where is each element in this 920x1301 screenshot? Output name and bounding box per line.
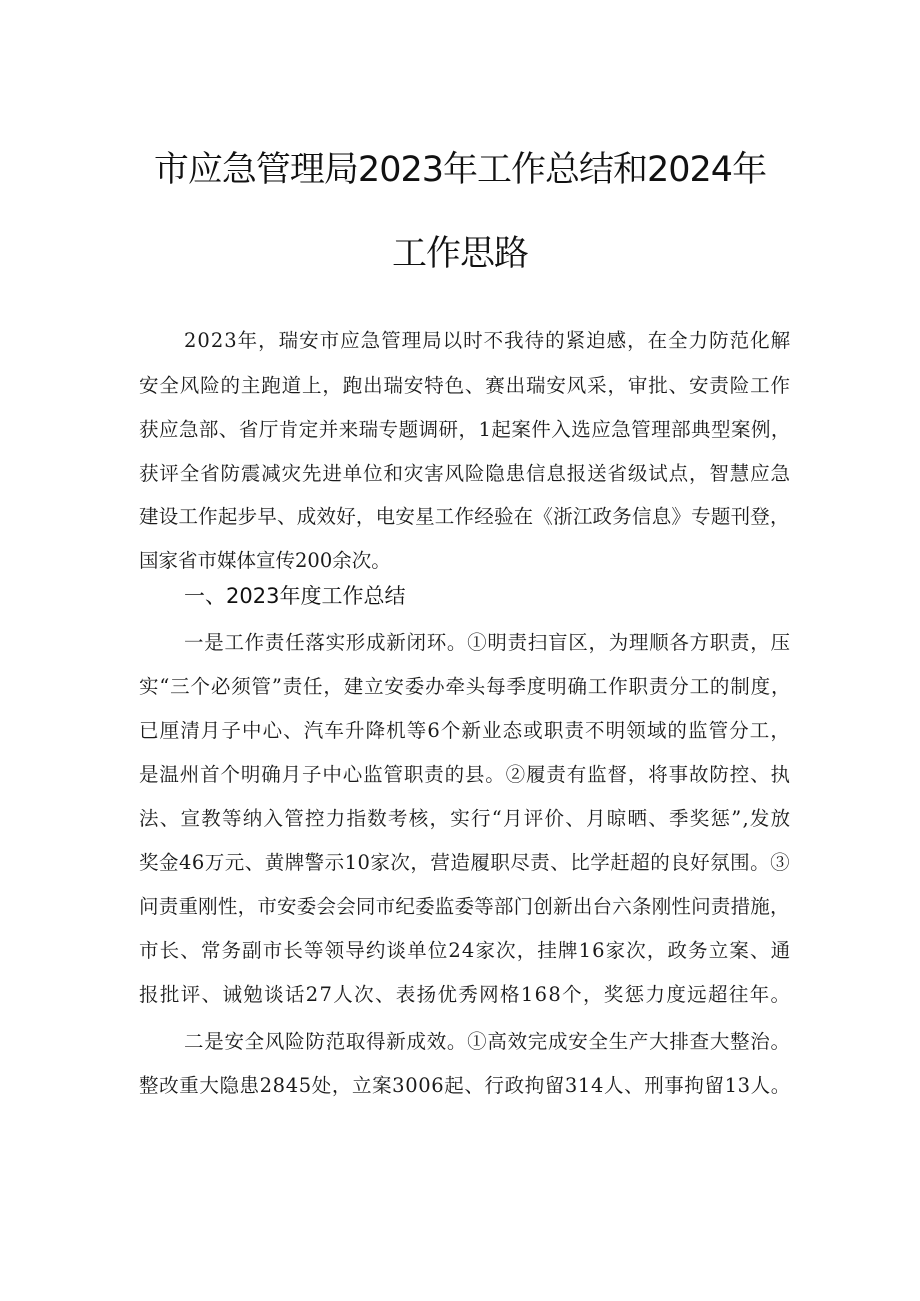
paragraph-line: 二是安全风险防范取得新成效。①高效完成安全生产大排查大整治。 [184,1030,791,1053]
paragraph-line: 一是工作责任落实形成新闭环。①明责扫盲区，为理顺各方职责，压 [184,631,791,654]
intro-line: 国家省市媒体宣传200余次。 [139,549,391,572]
paragraph-line: 实“三个必须管”责任，建立安委办牵头每季度明确工作职责分工的制度， [139,675,792,698]
paragraph-line: 是温州首个明确月子中心监管职责的县。②履责有监督，将事故防控、执 [139,763,791,786]
paragraph-line: 整改重大隐患2845处，立案3006起、行政拘留314人、刑事拘留13人。 [139,1074,791,1097]
paragraph-line: 奖金46万元、黄牌警示10家次，营造履职尽责、比学赶超的良好氛围。③ [139,851,791,874]
intro-line: 获应急部、省厅肯定并来瑞专题调研，1起案件入选应急管理部典型案例， [139,418,791,441]
paragraph-line: 法、宣教等纳入管控力指数考核，实行“月评价、月晾晒、季奖惩”,发放 [139,807,792,830]
document-title-line-1: 市应急管理局2023年工作总结和2024年 [153,150,767,190]
paragraph-line: 报批评、诫勉谈话27人次、表扬优秀网格168个，奖惩力度远超往年。 [139,983,792,1006]
section-heading: 一、2023年度工作总结 [184,584,406,608]
intro-line: 2023年，瑞安市应急管理局以时不我待的紧迫感，在全力防范化解 [184,329,792,352]
intro-line: 安全风险的主跑道上，跑出瑞安特色、赛出瑞安风采，审批、安责险工作 [139,374,791,397]
document-title-line-2: 工作思路 [391,234,528,274]
intro-line: 建设工作起步早、成效好，电安星工作经验在《浙江政务信息》专题刊登， [139,505,790,528]
paragraph-line: 问责重刚性，市安委会会同市纪委监委等部门创新出台六条刚性问责措施， [139,895,790,918]
paragraph-line: 已厘清月子中心、汽车升降机等6个新业态或职责不明领域的监管分工， [139,719,792,742]
intro-line: 获评全省防震减灾先进单位和灾害风险隐患信息报送省级试点，智慧应急 [139,462,791,485]
paragraph-line: 市长、常务副市长等领导约谈单位24家次，挂牌16家次，政务立案、通 [139,939,792,962]
